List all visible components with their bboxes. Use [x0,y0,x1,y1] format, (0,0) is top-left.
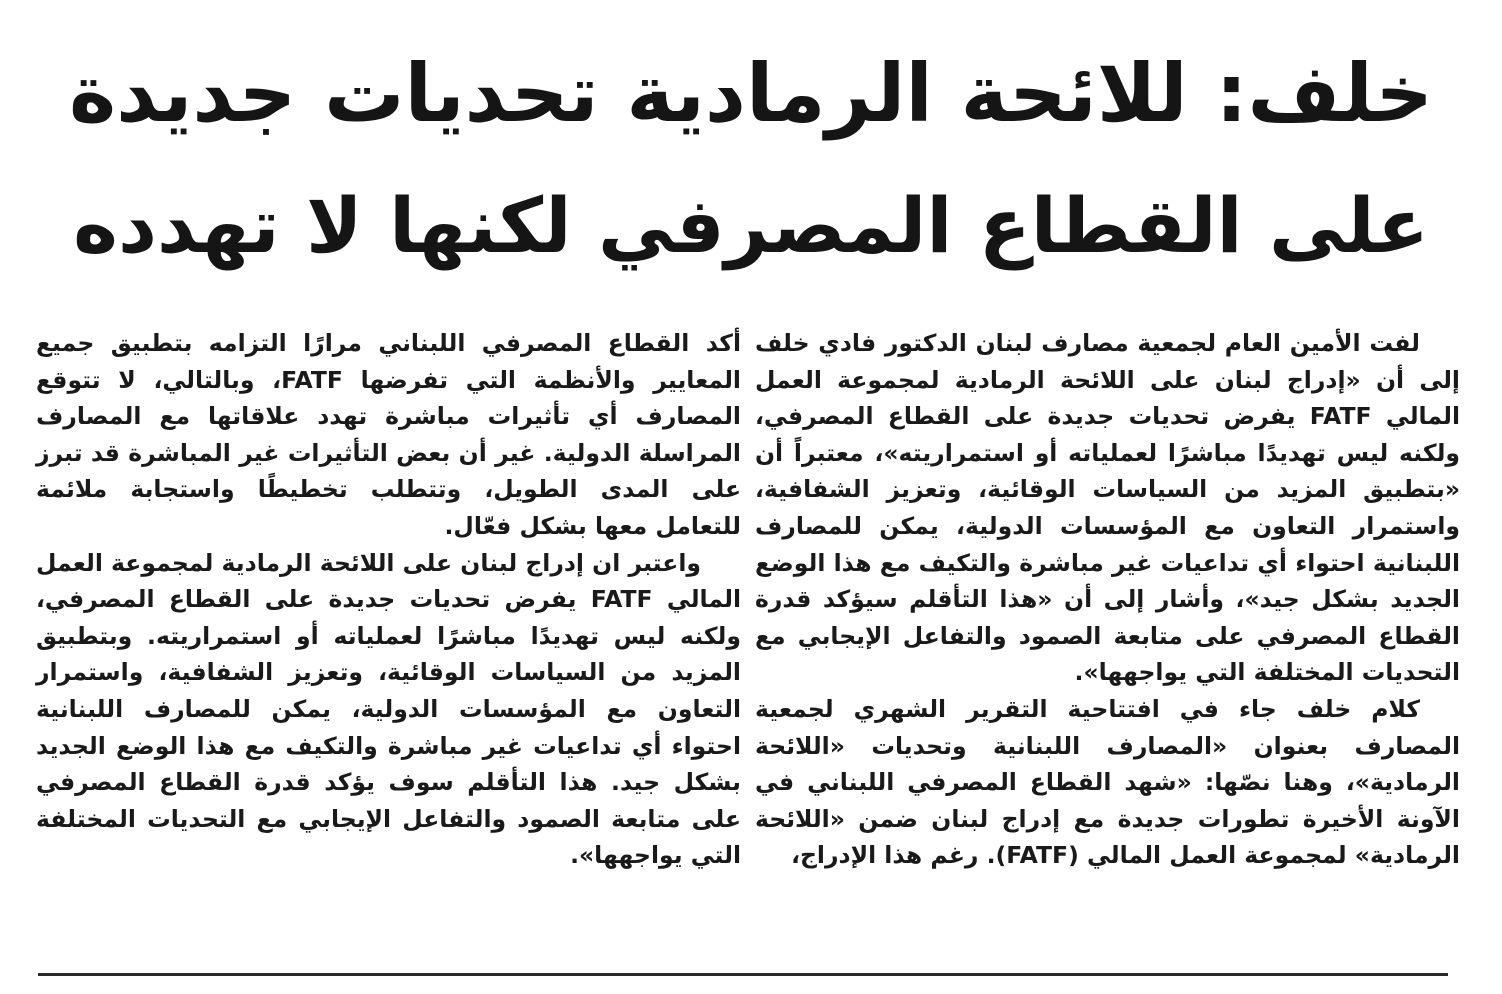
headline [60,28,1442,292]
paragraph-left-2: واعتبر ان إدراج لبنان على اللائحة الرمادية لمجموعة العمل المالي FATF يفرض تحديات جديدة على القطاع المصرفي، ولكنه ليس تهديدًا مباشرًا لعملياته أو استمراريته. وبتطبيق المزيد من السياسات الوقائية، وتعزيز الشفافية، واستمرار التعاون مع المؤسسات الدولية، يمكن للمصارف اللبنانية احتواء أي تداعيات غير مباشرة والتكيف مع هذا الوضع الجديد بشكل جيد. هذا التأقلم سوف يؤكد قدرة القطاع المصرفي على متابعة الصمود والتفاعل الإيجابي مع التحديات المختلفة التي يواجهها». [36,548,741,870]
paragraph-right-2: كلام خلف جاء في افتتاحية التقرير الشهري لجمعية المصارف بعنوان «المصارف اللبنانية وتحديات «اللائحة الرمادية»، وهنا نصّها: «شهد القطاع المصرفي اللبناني في الآونة الأخيرة تطورات جديدة مع إدراج لبنان ضمن «اللائحة الرمادية» لمجموعة العمل المالي (FATF). رغم هذا الإدراج، [755,694,1460,870]
headline-line-2: على القطاع المصرفي لكنها لا تهدده [73,181,1429,270]
article-column-left [36,325,741,874]
bottom-divider [38,973,1448,976]
article-column-right [755,325,1460,874]
paragraph-left-1: أكد القطاع المصرفي اللبناني مرارًا التزامه بتطبيق جميع المعايير والأنظمة التي تفرضها FATF، وبالتالي، لا تتوقع المصارف أي تأثيرات مباشرة تهدد علاقاتها مع المصارف المراسلة الدولية. غير أن بعض التأثيرات غير المباشرة قد تبرز على المدى الطويل، وتتطلب تخطيطًا واستجابة ملائمة للتعامل معها بشكل فعّال. [36,329,741,540]
headline-line-1: خلف: للائحة الرمادية تحديات جديدة [68,47,1434,140]
paragraph-right-1: لفت الأمين العام لجمعية مصارف لبنان الدكتور فادي خلف إلى أن «إدراج لبنان على اللائحة الرمادية لمجموعة العمل المالي FATF يفرض تحديات جديدة على القطاع المصرفي، ولكنه ليس تهديدًا مباشرًا لعملياته أو استمراريته»، معتبراً أن «بتطبيق المزيد من السياسات الوقائية، وتعزيز الشفافية، واستمرار التعاون مع المؤسسات الدولية، يمكن للمصارف اللبنانية احتواء أي تداعيات غير مباشرة والتكيف مع هذا الوضع الجديد بشكل جيد»، وأشار إلى أن «هذا التأقلم سيؤكد قدرة القطاع المصرفي على متابعة الصمود والتفاعل الإيجابي مع التحديات المختلفة التي يواجهها». [755,329,1460,687]
